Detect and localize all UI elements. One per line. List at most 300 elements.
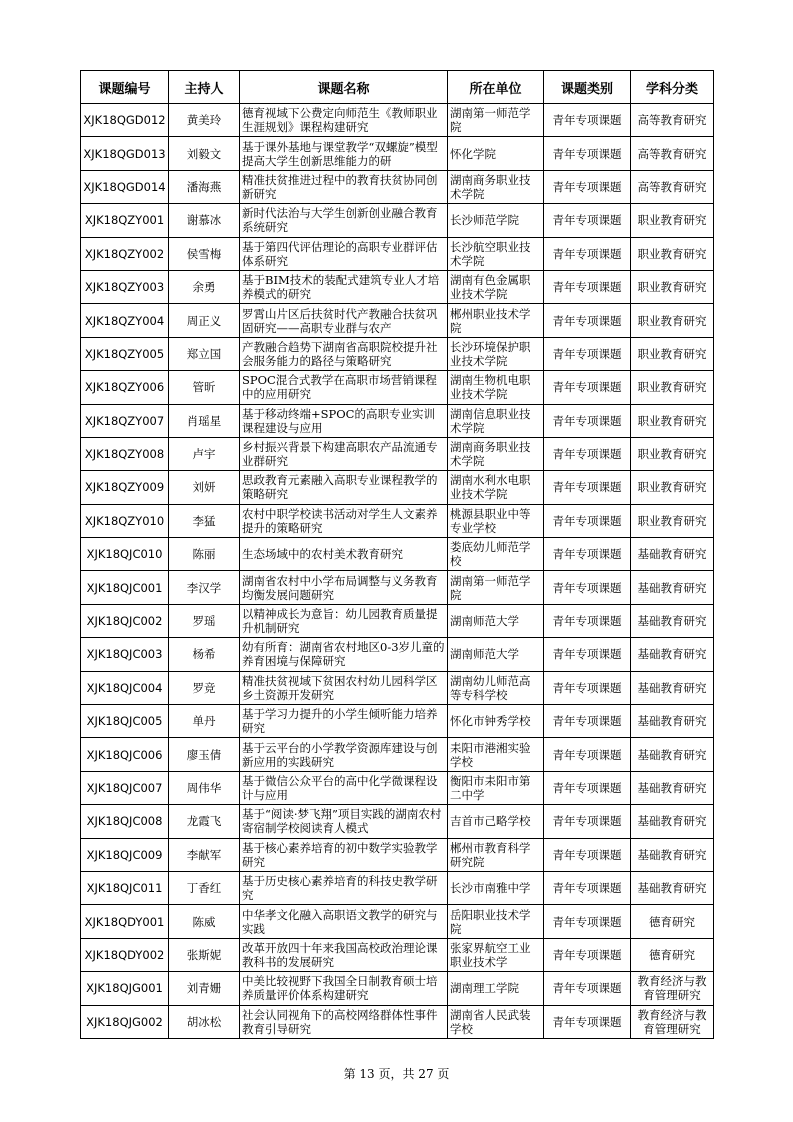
host-text: 胡冰松 bbox=[186, 1014, 222, 1029]
table-row bbox=[81, 471, 714, 504]
cell-title bbox=[240, 604, 448, 637]
header-title: 课题名称 bbox=[240, 71, 448, 104]
cell-title bbox=[240, 237, 448, 270]
subject-text: 基础教育研究 bbox=[637, 847, 707, 862]
cell-host bbox=[169, 571, 240, 604]
header-code: 课题编号 bbox=[81, 71, 169, 104]
unit-text: 长沙市南雅中学 bbox=[450, 881, 531, 896]
unit-text: 衡阳市耒阳市第二中学 bbox=[450, 774, 531, 802]
cell-subject bbox=[631, 905, 714, 938]
cell-category bbox=[544, 1005, 631, 1038]
cell-unit bbox=[448, 237, 544, 270]
cell-unit bbox=[448, 437, 544, 470]
cell-title bbox=[240, 805, 448, 838]
cell-host bbox=[169, 671, 240, 704]
cell-unit bbox=[448, 771, 544, 804]
category-text: 青年专项课题 bbox=[552, 346, 622, 361]
host-text: 罗竞 bbox=[192, 680, 216, 695]
cell-code bbox=[81, 204, 169, 237]
code-text: XJK18QDY002 bbox=[84, 947, 165, 962]
unit-text: 郴州职业技术学院 bbox=[450, 306, 531, 335]
category-text: 青年专项课题 bbox=[552, 146, 622, 161]
cell-subject bbox=[631, 972, 714, 1005]
subject-text: 教育经济与教育管理研究 bbox=[637, 974, 707, 1003]
cell-code bbox=[81, 805, 169, 838]
unit-text: 郴州市教育科学研究院 bbox=[450, 840, 531, 869]
cell-unit bbox=[448, 838, 544, 871]
cell-subject bbox=[631, 638, 714, 671]
host-text: 刘毅文 bbox=[186, 146, 222, 161]
cell-category bbox=[544, 604, 631, 637]
category-text: 青年专项课题 bbox=[552, 814, 622, 829]
cell-unit bbox=[448, 705, 544, 738]
code-text: XJK18QGD014 bbox=[83, 179, 166, 194]
table-row bbox=[81, 838, 714, 871]
category-text: 青年专项课题 bbox=[552, 914, 622, 929]
table-row bbox=[81, 104, 714, 137]
host-text: 李献军 bbox=[186, 847, 222, 862]
subject-text: 基础教育研究 bbox=[637, 580, 707, 595]
code-text: XJK18QZY003 bbox=[84, 280, 165, 295]
cell-title bbox=[240, 137, 448, 170]
title-text: 思政教育元素融入高职专业课程教学的策略研究 bbox=[242, 473, 438, 502]
cell-code bbox=[81, 104, 169, 137]
title-text: 社会认同视角下的高校网络群体性事件教育引导研究 bbox=[242, 1007, 438, 1036]
category-text: 青年专项课题 bbox=[552, 313, 622, 328]
subject-text: 基础教育研究 bbox=[637, 647, 707, 662]
title-text: 基于“阅读·梦飞翔”项目实践的湖南农村寄宿制学校阅读育人模式 bbox=[242, 807, 442, 836]
table-row bbox=[81, 204, 714, 237]
cell-host bbox=[169, 170, 240, 203]
cell-subject bbox=[631, 170, 714, 203]
subject-text: 职业教育研究 bbox=[637, 513, 707, 528]
cell-subject bbox=[631, 604, 714, 637]
unit-text: 湖南有色金属职业技术学院 bbox=[450, 273, 531, 302]
cell-code bbox=[81, 604, 169, 637]
category-text: 青年专项课题 bbox=[552, 280, 622, 295]
cell-category bbox=[544, 871, 631, 904]
cell-code bbox=[81, 638, 169, 671]
subject-text: 基础教育研究 bbox=[637, 747, 707, 762]
cell-category bbox=[544, 170, 631, 203]
cell-category bbox=[544, 204, 631, 237]
cell-host bbox=[169, 538, 240, 571]
cell-code bbox=[81, 371, 169, 404]
cell-host bbox=[169, 871, 240, 904]
cell-host bbox=[169, 1005, 240, 1038]
host-text: 廖玉倩 bbox=[186, 747, 222, 762]
subject-text: 职业教育研究 bbox=[637, 313, 707, 328]
subject-text: 基础教育研究 bbox=[637, 814, 707, 829]
code-text: XJK18QZY005 bbox=[84, 346, 165, 361]
title-text: 基于历史核心素养培育的科技史教学研究 bbox=[242, 874, 438, 903]
cell-title bbox=[240, 638, 448, 671]
code-text: XJK18QJC010 bbox=[86, 547, 163, 562]
cell-host bbox=[169, 204, 240, 237]
cell-category bbox=[544, 270, 631, 303]
title-text: 基于课外基地与课堂教学“双螺旋”模型提高大学生创新思维能力的研 bbox=[242, 139, 438, 168]
cell-code bbox=[81, 471, 169, 504]
code-text: XJK18QZY008 bbox=[84, 447, 165, 462]
cell-host bbox=[169, 471, 240, 504]
cell-code bbox=[81, 871, 169, 904]
cell-unit bbox=[448, 337, 544, 370]
subject-text: 基础教育研究 bbox=[637, 680, 707, 695]
host-text: 卢宇 bbox=[192, 447, 216, 462]
cell-category bbox=[544, 972, 631, 1005]
cell-subject bbox=[631, 437, 714, 470]
unit-text: 长沙环境保护职业技术学院 bbox=[450, 339, 531, 368]
category-text: 青年专项课题 bbox=[552, 513, 622, 528]
cell-unit bbox=[448, 871, 544, 904]
cell-unit bbox=[448, 270, 544, 303]
table-row bbox=[81, 771, 714, 804]
host-text: 余勇 bbox=[192, 280, 216, 295]
cell-category bbox=[544, 504, 631, 537]
cell-title bbox=[240, 170, 448, 203]
cell-code bbox=[81, 237, 169, 270]
title-text: 中美比较视野下我国全日制教育硕士培养质量评价体系构建研究 bbox=[242, 974, 438, 1003]
category-text: 青年专项课题 bbox=[552, 179, 622, 194]
cell-code bbox=[81, 1005, 169, 1038]
host-text: 龙霞飞 bbox=[186, 814, 222, 829]
category-text: 青年专项课题 bbox=[552, 413, 622, 428]
header-category: 课题类别 bbox=[544, 71, 631, 104]
table-row bbox=[81, 938, 714, 971]
subject-text: 高等教育研究 bbox=[637, 146, 707, 161]
table-row bbox=[81, 638, 714, 671]
code-text: XJK18QZY010 bbox=[84, 513, 165, 528]
cell-host bbox=[169, 838, 240, 871]
cell-subject bbox=[631, 871, 714, 904]
cell-subject bbox=[631, 771, 714, 804]
subject-text: 职业教育研究 bbox=[637, 246, 707, 261]
title-text: 精准扶贫推进过程中的教育扶贫协同创新研究 bbox=[242, 172, 438, 201]
title-text: 新时代法治与大学生创新创业融合教育系统研究 bbox=[242, 206, 438, 235]
subject-text: 职业教育研究 bbox=[637, 447, 707, 462]
title-text: 德育视域下公费定向师范生《教师职业生涯规划》课程构建研究 bbox=[242, 106, 438, 135]
category-text: 青年专项课题 bbox=[552, 213, 622, 228]
cell-subject bbox=[631, 738, 714, 771]
cell-unit bbox=[448, 638, 544, 671]
code-text: XJK18QJC003 bbox=[86, 647, 163, 662]
table-row bbox=[81, 504, 714, 537]
cell-unit bbox=[448, 471, 544, 504]
header-host: 主持人 bbox=[169, 71, 240, 104]
code-text: XJK18QJG001 bbox=[86, 981, 163, 996]
table-row bbox=[81, 571, 714, 604]
cell-title bbox=[240, 270, 448, 303]
title-text: 基于云平台的小学教学资源库建设与创新应用的实践研究 bbox=[242, 740, 438, 769]
category-text: 青年专项课题 bbox=[552, 480, 622, 495]
cell-title bbox=[240, 504, 448, 537]
cell-category bbox=[544, 738, 631, 771]
table-row bbox=[81, 437, 714, 470]
host-text: 管昕 bbox=[192, 380, 216, 395]
unit-text: 怀化学院 bbox=[450, 146, 496, 161]
title-text: 湖南省农村中小学布局调整与义务教育均衡发展问题研究 bbox=[242, 573, 438, 602]
host-text: 侯雪梅 bbox=[186, 246, 222, 261]
cell-host bbox=[169, 270, 240, 303]
subject-text: 基础教育研究 bbox=[637, 714, 707, 729]
title-text: 改革开放四十年来我国高校政治理论课教科书的发展研究 bbox=[242, 940, 438, 969]
host-text: 刘青姗 bbox=[186, 981, 222, 996]
title-text: 生态场域中的农村美术教育研究 bbox=[242, 547, 403, 562]
table-row bbox=[81, 871, 714, 904]
cell-code bbox=[81, 671, 169, 704]
cell-code bbox=[81, 504, 169, 537]
subject-text: 高等教育研究 bbox=[637, 113, 707, 128]
cell-subject bbox=[631, 471, 714, 504]
host-text: 黄美玲 bbox=[186, 113, 222, 128]
table-row bbox=[81, 337, 714, 370]
cell-subject bbox=[631, 270, 714, 303]
cell-unit bbox=[448, 504, 544, 537]
cell-category bbox=[544, 805, 631, 838]
cell-subject bbox=[631, 104, 714, 137]
table-row bbox=[81, 304, 714, 337]
category-text: 青年专项课题 bbox=[552, 981, 622, 996]
cell-unit bbox=[448, 371, 544, 404]
cell-category bbox=[544, 237, 631, 270]
cell-code bbox=[81, 838, 169, 871]
cell-category bbox=[544, 671, 631, 704]
cell-unit bbox=[448, 972, 544, 1005]
cell-category bbox=[544, 404, 631, 437]
cell-title bbox=[240, 838, 448, 871]
table-row bbox=[81, 604, 714, 637]
code-text: XJK18QZY007 bbox=[84, 413, 165, 428]
cell-subject bbox=[631, 304, 714, 337]
category-text: 青年专项课题 bbox=[552, 647, 622, 662]
cell-unit bbox=[448, 170, 544, 203]
header-subject: 学科分类 bbox=[631, 71, 714, 104]
table-row bbox=[81, 905, 714, 938]
cell-code bbox=[81, 705, 169, 738]
title-text: 农村中职学校读书活动对学生人文素养提升的策略研究 bbox=[242, 506, 438, 535]
cell-category bbox=[544, 337, 631, 370]
unit-text: 湖南水利水电职业技术学院 bbox=[450, 473, 531, 502]
table-row bbox=[81, 137, 714, 170]
cell-subject bbox=[631, 838, 714, 871]
cell-unit bbox=[448, 671, 544, 704]
host-text: 谢慕冰 bbox=[186, 213, 222, 228]
host-text: 陈威 bbox=[192, 914, 216, 929]
host-text: 刘妍 bbox=[192, 480, 216, 495]
unit-text: 湖南第一师范学院 bbox=[450, 106, 531, 135]
cell-category bbox=[544, 838, 631, 871]
cell-title bbox=[240, 571, 448, 604]
cell-unit bbox=[448, 938, 544, 971]
table-row bbox=[81, 371, 714, 404]
cell-code bbox=[81, 437, 169, 470]
subject-text: 基础教育研究 bbox=[637, 614, 707, 629]
cell-code bbox=[81, 738, 169, 771]
category-text: 青年专项课题 bbox=[552, 447, 622, 462]
cell-host bbox=[169, 938, 240, 971]
cell-title bbox=[240, 705, 448, 738]
category-text: 青年专项课题 bbox=[552, 380, 622, 395]
category-text: 青年专项课题 bbox=[552, 580, 622, 595]
unit-text: 湖南师范大学 bbox=[450, 614, 519, 629]
unit-text: 湖南生物机电职业技术学院 bbox=[450, 373, 531, 402]
cell-subject bbox=[631, 1005, 714, 1038]
cell-category bbox=[544, 638, 631, 671]
subject-text: 职业教育研究 bbox=[637, 280, 707, 295]
cell-unit bbox=[448, 304, 544, 337]
title-text: 基于移动终端+SPOC的高职专业实训课程建设与应用 bbox=[242, 406, 435, 435]
page-footer: 第 13 页，共 27 页 bbox=[343, 1067, 450, 1081]
cell-host bbox=[169, 638, 240, 671]
title-text: 中华孝文化融入高职语文教学的研究与实践 bbox=[242, 907, 438, 936]
title-text: 以精神成长为意旨：幼儿园教育质量提升机制研究 bbox=[242, 607, 438, 636]
category-text: 青年专项课题 bbox=[552, 881, 622, 896]
cell-title bbox=[240, 972, 448, 1005]
host-text: 杨希 bbox=[192, 647, 216, 662]
cell-title bbox=[240, 104, 448, 137]
cell-subject bbox=[631, 805, 714, 838]
host-text: 郑立国 bbox=[186, 346, 222, 361]
category-text: 青年专项课题 bbox=[552, 113, 622, 128]
cell-subject bbox=[631, 404, 714, 437]
cell-code bbox=[81, 137, 169, 170]
code-text: XJK18QJC005 bbox=[86, 714, 163, 729]
subject-text: 教育经济与教育管理研究 bbox=[637, 1007, 707, 1036]
host-text: 罗瑶 bbox=[192, 614, 216, 629]
unit-text: 吉首市己略学校 bbox=[450, 814, 531, 829]
project-table bbox=[80, 70, 714, 1039]
unit-text: 长沙航空职业技术学院 bbox=[450, 239, 531, 268]
table-row bbox=[81, 805, 714, 838]
cell-title bbox=[240, 538, 448, 571]
title-text: 产教融合趋势下湖南省高职院校提升社会服务能力的路径与策略研究 bbox=[242, 339, 438, 368]
cell-title bbox=[240, 771, 448, 804]
cell-category bbox=[544, 471, 631, 504]
cell-host bbox=[169, 337, 240, 370]
unit-text: 岳阳职业技术学院 bbox=[450, 907, 531, 936]
host-text: 周伟华 bbox=[186, 781, 222, 795]
code-text: XJK18QJC006 bbox=[86, 747, 163, 762]
category-text: 青年专项课题 bbox=[552, 547, 622, 562]
header-unit: 所在单位 bbox=[448, 71, 544, 104]
cell-category bbox=[544, 905, 631, 938]
subject-text: 职业教育研究 bbox=[637, 346, 707, 361]
cell-code bbox=[81, 972, 169, 1005]
code-text: XJK18QDY001 bbox=[84, 914, 165, 929]
subject-text: 基础教育研究 bbox=[637, 547, 707, 562]
unit-text: 湖南商务职业技术学院 bbox=[450, 440, 531, 469]
cell-host bbox=[169, 604, 240, 637]
subject-text: 职业教育研究 bbox=[637, 380, 707, 395]
cell-host bbox=[169, 437, 240, 470]
category-text: 青年专项课题 bbox=[552, 246, 622, 261]
cell-title bbox=[240, 471, 448, 504]
cell-unit bbox=[448, 738, 544, 771]
code-text: XJK18QJG002 bbox=[86, 1014, 163, 1029]
cell-title bbox=[240, 905, 448, 938]
code-text: XJK18QJC009 bbox=[86, 847, 163, 862]
cell-code bbox=[81, 304, 169, 337]
host-text: 张斯妮 bbox=[186, 947, 222, 962]
cell-unit bbox=[448, 1005, 544, 1038]
cell-title bbox=[240, 671, 448, 704]
cell-title bbox=[240, 337, 448, 370]
table-row bbox=[81, 705, 714, 738]
cell-unit bbox=[448, 538, 544, 571]
cell-category bbox=[544, 437, 631, 470]
cell-host bbox=[169, 805, 240, 838]
unit-text: 长沙师范学院 bbox=[450, 213, 519, 228]
cell-host bbox=[169, 738, 240, 771]
host-text: 潘海燕 bbox=[186, 179, 222, 194]
title-text: SPOC混合式教学在高职市场营销课程中的应用研究 bbox=[242, 373, 437, 402]
unit-text: 湖南幼儿师范高等专科学校 bbox=[450, 673, 531, 702]
category-text: 青年专项课题 bbox=[552, 847, 622, 862]
cell-category bbox=[544, 938, 631, 971]
table-row bbox=[81, 671, 714, 704]
cell-unit bbox=[448, 604, 544, 637]
unit-text: 湖南师范大学 bbox=[450, 647, 519, 662]
unit-text: 湖南信息职业技术学院 bbox=[450, 406, 531, 435]
title-text: 乡村振兴背景下构建高职农产品流通专业群研究 bbox=[242, 440, 438, 469]
title-text: 基于第四代评估理论的高职专业群评估体系研究 bbox=[242, 239, 438, 268]
cell-code bbox=[81, 538, 169, 571]
cell-code bbox=[81, 404, 169, 437]
subject-text: 德育研究 bbox=[649, 947, 695, 962]
cell-host bbox=[169, 237, 240, 270]
table-row bbox=[81, 1005, 714, 1038]
code-text: XJK18QGD013 bbox=[83, 146, 166, 161]
unit-text: 湖南省人民武装学校 bbox=[450, 1007, 531, 1036]
cell-code bbox=[81, 905, 169, 938]
code-text: XJK18QZY009 bbox=[84, 480, 165, 495]
cell-unit bbox=[448, 137, 544, 170]
cell-category bbox=[544, 304, 631, 337]
subject-text: 基础教育研究 bbox=[637, 781, 707, 795]
code-text: XJK18QJC011 bbox=[86, 881, 163, 896]
host-text: 丁香红 bbox=[186, 881, 222, 896]
title-text: 罗霄山片区后扶贫时代产教融合扶贫巩固研究——高职专业群与农产 bbox=[242, 306, 438, 335]
cell-title bbox=[240, 1005, 448, 1038]
unit-text: 桃源县职业中等专业学校 bbox=[450, 506, 531, 535]
host-text: 李猛 bbox=[192, 513, 216, 528]
cell-subject bbox=[631, 371, 714, 404]
category-text: 青年专项课题 bbox=[552, 1014, 622, 1029]
unit-text: 娄底幼儿师范学校 bbox=[450, 540, 531, 569]
cell-code bbox=[81, 771, 169, 804]
title-text: 基于BIM技术的装配式建筑专业人才培养模式的研究 bbox=[242, 273, 440, 302]
host-text: 周正义 bbox=[186, 313, 222, 328]
cell-subject bbox=[631, 204, 714, 237]
cell-subject bbox=[631, 671, 714, 704]
cell-category bbox=[544, 104, 631, 137]
cell-unit bbox=[448, 805, 544, 838]
title-text: 精准扶贫视域下贫困农村幼儿园科学区乡土资源开发研究 bbox=[242, 673, 438, 702]
cell-title bbox=[240, 404, 448, 437]
subject-text: 职业教育研究 bbox=[637, 480, 707, 495]
cell-subject bbox=[631, 938, 714, 971]
cell-title bbox=[240, 437, 448, 470]
cell-code bbox=[81, 270, 169, 303]
unit-text: 湖南第一师范学院 bbox=[450, 573, 531, 602]
category-text: 青年专项课题 bbox=[552, 714, 622, 729]
host-text: 李汉学 bbox=[186, 580, 222, 595]
cell-subject bbox=[631, 337, 714, 370]
cell-code bbox=[81, 938, 169, 971]
cell-host bbox=[169, 972, 240, 1005]
title-text: 基于学习力提升的小学生倾听能力培养研究 bbox=[242, 707, 438, 736]
cell-subject bbox=[631, 538, 714, 571]
